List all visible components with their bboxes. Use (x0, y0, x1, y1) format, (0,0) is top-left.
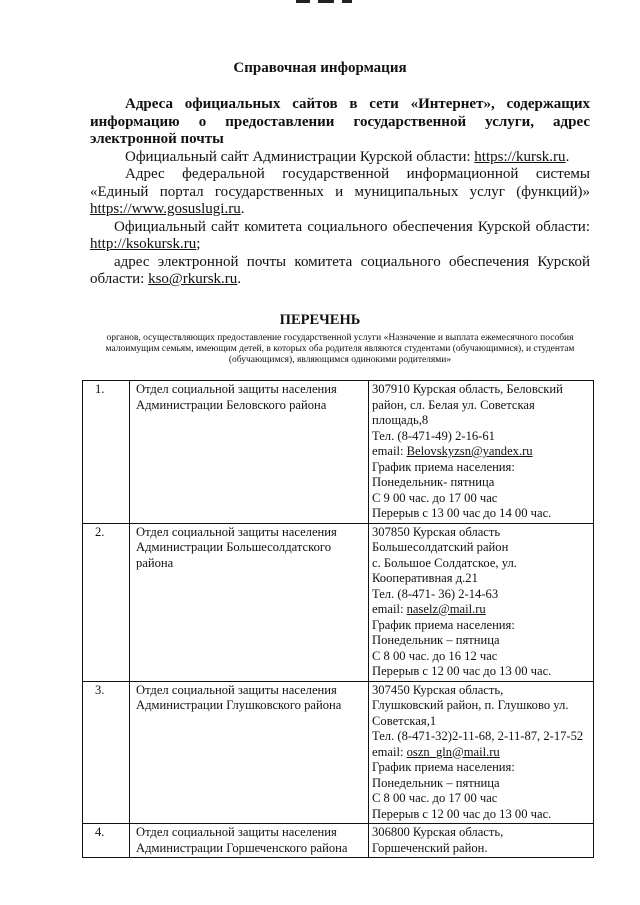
ksokursk-link[interactable]: http://ksokursk.ru (90, 236, 197, 252)
email-label: email: (372, 602, 407, 616)
address-line: 307850 Курская область (372, 524, 501, 539)
intro-p4-tail: . (237, 271, 242, 287)
office-name: Отдел социальной защиты населения Администрации Глушковского района (130, 681, 369, 824)
intro-p3-text: Официальный сайт комитета социального обеспечения Курской области: (114, 218, 590, 235)
document-title: Справочная информация (233, 60, 407, 76)
table-row (83, 381, 594, 524)
intro-paragraph-ksokursk (90, 219, 590, 254)
schedule-line: Понедельник – пятница (372, 775, 500, 790)
office-contacts (369, 824, 594, 858)
email-line (372, 444, 589, 460)
intro-paragraph-kursk (90, 149, 590, 167)
row-number-cell (83, 523, 130, 681)
email-link[interactable]: oszn_gln@mail.ru (406, 744, 500, 759)
email-label: email: (372, 744, 407, 759)
table-row (83, 523, 594, 681)
schedule-line: Перерыв с 12 00 час до 13 00 час. (372, 806, 552, 821)
schedule-line: Перерыв с 12 00 час до 13 00 час. (372, 664, 552, 678)
table-row (83, 681, 594, 824)
row-number: 3. (95, 682, 105, 697)
address-line: Тел. (8-471- 36) 2-14-63 (372, 586, 499, 601)
schedule-line: С 9 00 час. до 17 00 час (372, 490, 498, 505)
schedule-line: С 8 00 час. до 17 00 час (372, 791, 498, 805)
intro-p2-tail: . (240, 201, 245, 217)
intro-section (90, 96, 590, 289)
office-contacts (369, 523, 594, 681)
intro-paragraph-gosuslugi (90, 166, 590, 219)
row-number-cell (83, 681, 130, 824)
email-label: email: (372, 444, 407, 458)
address-line: Горшеченский район. (372, 840, 488, 855)
email-line (372, 602, 589, 618)
intro-p1-tail: . (565, 148, 570, 165)
table-row (83, 824, 594, 858)
office-name: Отдел социальной защиты населения Администрации Большесолдатского района (130, 523, 369, 681)
row-number-cell (83, 824, 130, 858)
intro-p1-text: Официальный сайт Администрации Курской области: (125, 148, 475, 165)
schedule-line: С 8 00 час. до 16 12 час (372, 648, 498, 663)
row-number: 2. (95, 524, 105, 539)
intro-paragraph-email (90, 254, 590, 289)
office-name: Отдел социальной защиты населения Администрации Беловского района (130, 381, 369, 524)
row-number: 1. (95, 382, 105, 396)
row-number: 4. (95, 825, 105, 839)
address-line: 307910 Курская область, Беловский район, сл. Белая ул. Советская площадь,8 (372, 382, 563, 427)
page-top-mark (0, 0, 640, 8)
intro-p4-text: адрес электронной почты комитета социального обеспечения Курской области: (90, 253, 590, 287)
offices-table (82, 380, 594, 858)
kso-email-link[interactable]: kso@rkursk.ru (148, 271, 238, 287)
email-link[interactable]: Belovskyzsn@yandex.ru (406, 444, 533, 458)
list-subtitle: органов, осуществляющих предоставление государственной услуги «Назначение и выплата ежемесячного пособия малоимущим семьям, имеющим детей, в которых оба родителя являются студентами (обучающимися), и студентам (обучающимся), являющимся одинокими родителями» (105, 333, 575, 365)
office-contacts (369, 681, 594, 824)
office-contacts (369, 381, 594, 524)
address-line: Глушковский район, п. Глушково ул. Советская,1 (372, 698, 569, 728)
intro-heading: Адреса официальных сайтов в сети «Интернет», содержащих информацию о предоставлении государственной услуги, адрес электронной почты (90, 96, 590, 147)
schedule-line: Понедельник – пятница (372, 633, 500, 647)
intro-p3-tail: ; (196, 236, 201, 252)
address-line: Большесолдатский район (372, 540, 509, 554)
schedule-line: График приема населения: (372, 459, 515, 474)
intro-p2-text: Адрес федеральной государственной информационной системы «Единый портал государственных и муниципальных услуг (функций)» (90, 166, 590, 200)
office-name: Отдел социальной защиты населения Администрации Горшеченского района (130, 824, 369, 858)
email-line (372, 745, 589, 761)
schedule-line: График приема населения: (372, 617, 515, 632)
address-line: 307450 Курская область, (372, 682, 504, 697)
email-link[interactable]: naselz@mail.ru (406, 602, 486, 616)
address-line: Тел. (8-471-32)2-11-68, 2-11-87, 2-17-52 (372, 729, 584, 743)
address-line: с. Большое Солдатское, ул. Кооперативная д.21 (372, 555, 517, 585)
address-line: 306800 Курская область, (372, 825, 504, 839)
row-number-cell (83, 381, 130, 524)
schedule-line: Понедельник- пятница (372, 475, 495, 489)
kursk-site-link[interactable]: https://kursk.ru (474, 148, 566, 165)
gosuslugi-link[interactable]: https://www.gosuslugi.ru (90, 201, 241, 217)
schedule-line: График приема населения: (372, 760, 515, 774)
schedule-line: Перерыв с 13 00 час до 14 00 час. (372, 506, 552, 520)
list-title: ПЕРЕЧЕНЬ (279, 312, 361, 328)
address-line: Тел. (8-471-49) 2-16-61 (372, 428, 495, 443)
